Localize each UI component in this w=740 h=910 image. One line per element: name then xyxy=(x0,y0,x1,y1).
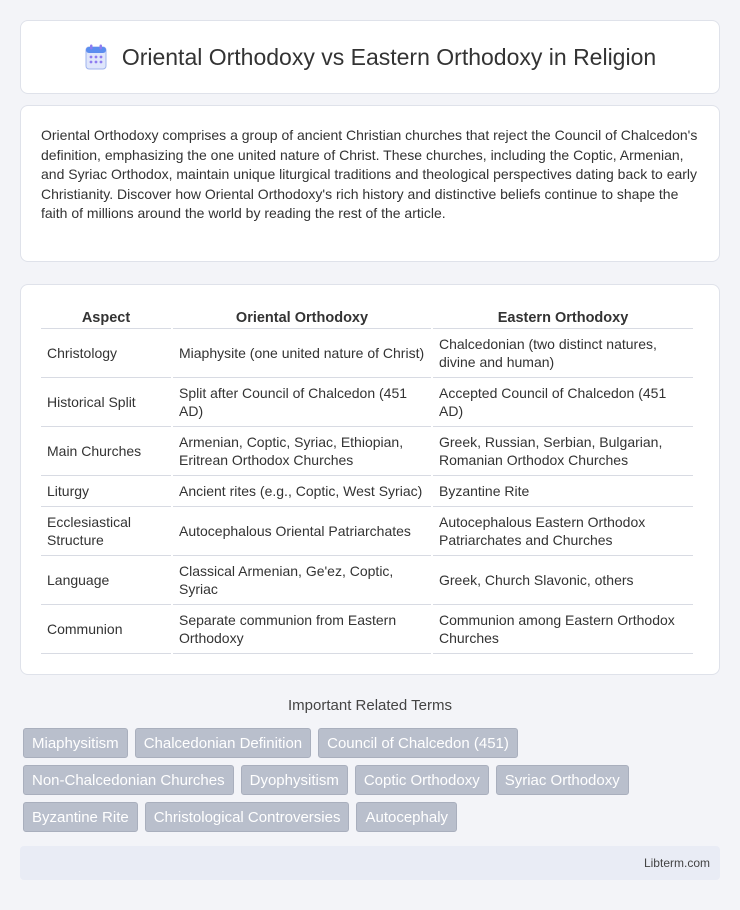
table-row xyxy=(41,605,693,654)
footer xyxy=(20,846,720,880)
cell-aspect: Main Churches xyxy=(41,427,171,476)
cell-oriental: Split after Council of Chalcedon (451 AD) xyxy=(173,378,431,427)
title-card xyxy=(20,20,720,94)
table-row xyxy=(41,476,693,507)
footer-site-link[interactable]: Libterm.com xyxy=(643,856,710,870)
page-title: Oriental Orthodoxy vs Eastern Orthodoxy in Religion xyxy=(121,43,657,70)
related-term-tag[interactable]: Dyophysitism xyxy=(241,765,348,795)
related-term-tag[interactable]: Miaphysitism xyxy=(23,728,128,758)
header-aspect: Aspect xyxy=(41,305,171,329)
cell-aspect: Language xyxy=(41,556,171,605)
document-icon xyxy=(84,44,108,70)
cell-eastern: Greek, Russian, Serbian, Bulgarian, Romanian Orthodox Churches xyxy=(433,427,693,476)
cell-oriental: Classical Armenian, Ge'ez, Coptic, Syriac xyxy=(173,556,431,605)
cell-oriental: Miaphysite (one united nature of Christ) xyxy=(173,329,431,378)
related-terms-list xyxy=(23,728,723,832)
related-term-tag[interactable]: Non-Chalcedonian Churches xyxy=(23,765,234,795)
table-row xyxy=(41,427,693,476)
cell-oriental: Armenian, Coptic, Syriac, Ethiopian, Eritrean Orthodox Churches xyxy=(173,427,431,476)
cell-eastern: Chalcedonian (two distinct natures, divine and human) xyxy=(433,329,693,378)
cell-aspect: Communion xyxy=(41,605,171,654)
related-term-tag[interactable]: Coptic Orthodoxy xyxy=(355,765,489,795)
header-eastern-orthodoxy: Eastern Orthodoxy xyxy=(433,305,693,329)
cell-aspect: Christology xyxy=(41,329,171,378)
cell-eastern: Autocephalous Eastern Orthodox Patriarchates and Churches xyxy=(433,507,693,556)
cell-eastern: Communion among Eastern Orthodox Churches xyxy=(433,605,693,654)
table-row xyxy=(41,378,693,427)
related-term-tag[interactable]: Christological Controversies xyxy=(145,802,350,832)
cell-aspect: Ecclesiastical Structure xyxy=(41,507,171,556)
cell-eastern: Byzantine Rite xyxy=(433,476,693,507)
table-row xyxy=(41,507,693,556)
table-row xyxy=(41,556,693,605)
related-term-tag[interactable]: Council of Chalcedon (451) xyxy=(318,728,518,758)
intro-text: Oriental Orthodoxy comprises a group of ancient Christian churches that reject the Council of Chalcedon's definition, emphasizing the one united nature of Christ. These churches, including the Coptic, Armenian, and Syriac Orthodox, maintain unique liturgical traditions and theological perspectives dating back to early Christianity. Discover how Oriental Orthodoxy's rich history and distinctive beliefs continue to shape the faith of millions around the world by reading the rest of the article. xyxy=(41,127,698,221)
related-term-tag[interactable]: Syriac Orthodoxy xyxy=(496,765,629,795)
cell-eastern: Greek, Church Slavonic, others xyxy=(433,556,693,605)
cell-oriental: Separate communion from Eastern Orthodoxy xyxy=(173,605,431,654)
cell-aspect: Historical Split xyxy=(41,378,171,427)
cell-oriental: Ancient rites (e.g., Coptic, West Syriac) xyxy=(173,476,431,507)
intro-card xyxy=(20,105,720,262)
table-row xyxy=(41,329,693,378)
related-terms-heading: Important Related Terms xyxy=(288,697,452,714)
header-oriental-orthodoxy: Oriental Orthodoxy xyxy=(173,305,431,329)
related-term-tag[interactable]: Byzantine Rite xyxy=(23,802,138,832)
comparison-table xyxy=(39,305,695,654)
cell-aspect: Liturgy xyxy=(41,476,171,507)
cell-eastern: Accepted Council of Chalcedon (451 AD) xyxy=(433,378,693,427)
related-term-tag[interactable]: Autocephaly xyxy=(356,802,457,832)
cell-oriental: Autocephalous Oriental Patriarchates xyxy=(173,507,431,556)
comparison-card xyxy=(20,284,720,675)
table-header-row xyxy=(41,305,693,329)
related-term-tag[interactable]: Chalcedonian Definition xyxy=(135,728,311,758)
